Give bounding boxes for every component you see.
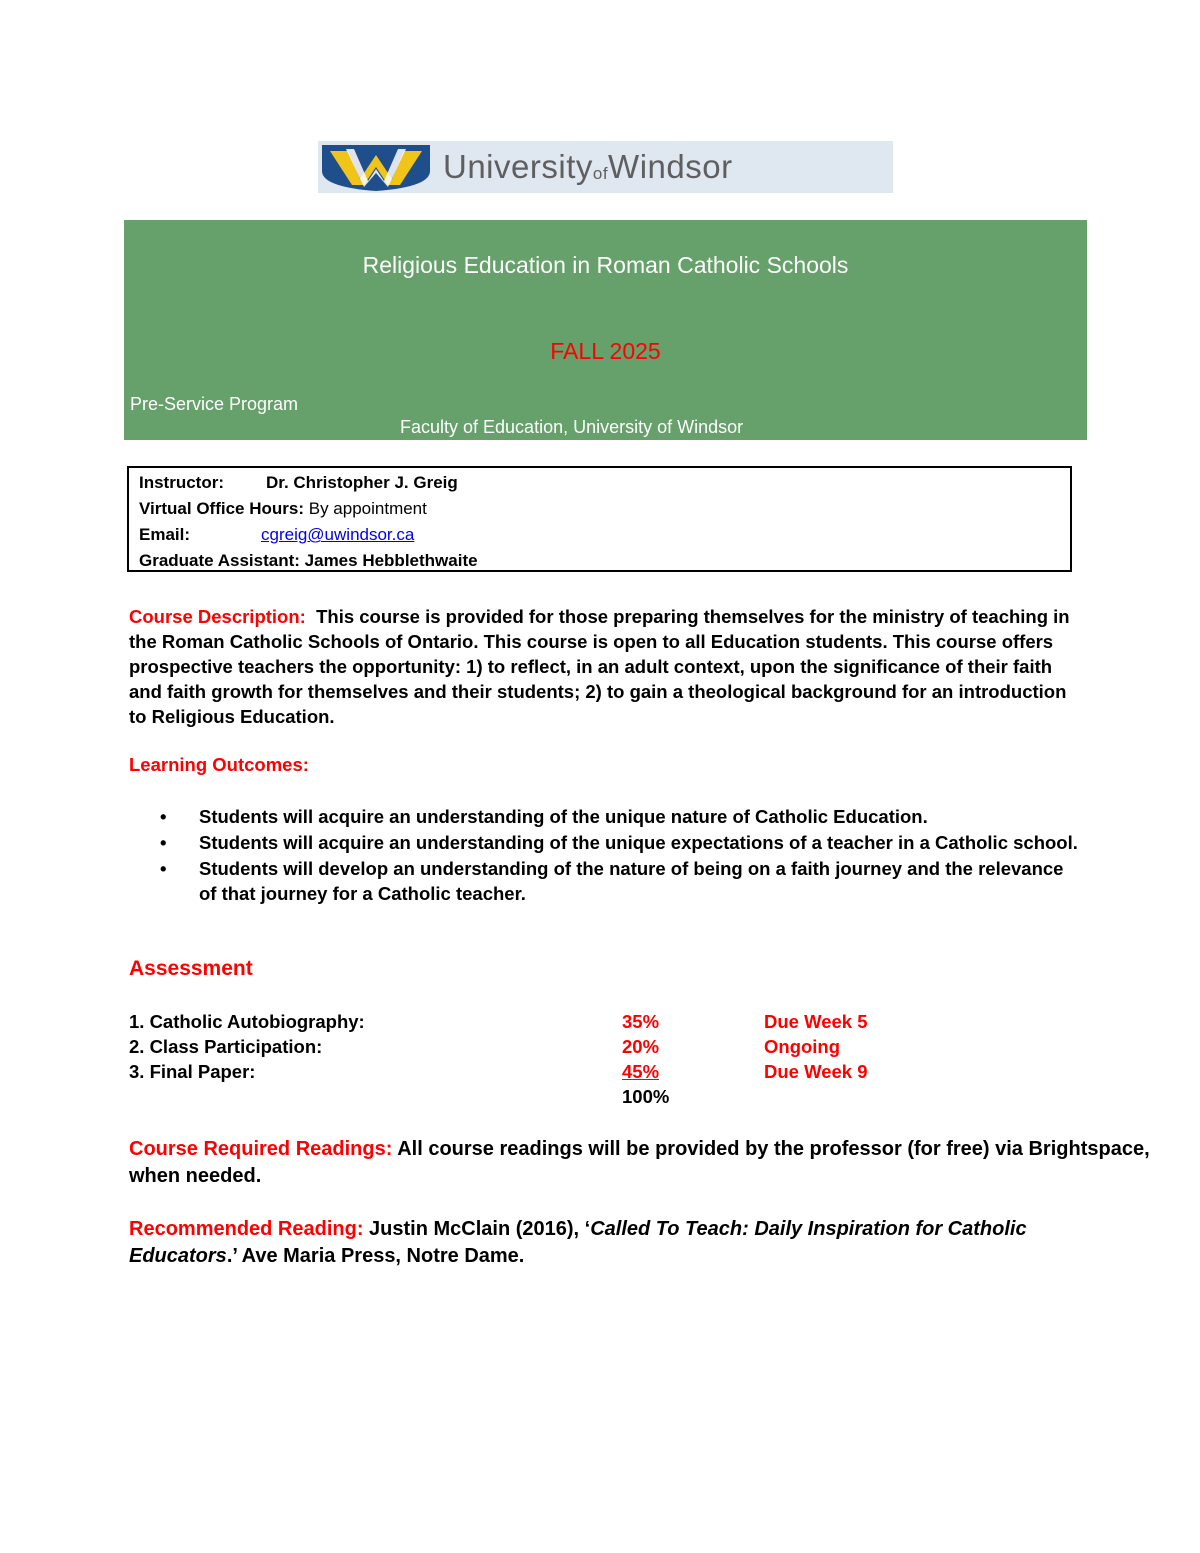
instructor-row: Instructor: Dr. Christopher J. Greig — [139, 473, 458, 492]
graduate-assistant-row: Graduate Assistant: James Hebblethwaite — [139, 551, 478, 570]
recommended-reading: Recommended Reading: Justin McClain (2016), ‘Called To Teach: Daily Inspiration for Catholic Educators.’ Ave Maria Press, Notre Dame. — [129, 1218, 1027, 1267]
required-readings-text: All course readings will be provided by the professor (for free) via Brightspace, when needed. — [129, 1138, 1150, 1187]
course-title: Religious Education in Roman Catholic Schools — [362, 252, 849, 278]
learning-outcomes-list — [160, 804, 1080, 907]
list-item: • Students will develop an understanding of the nature of being on a faith journey and the relevance of that journey for a Catholic teacher. — [160, 858, 1064, 904]
university-logo — [318, 141, 893, 193]
graduate-assistant-name: James Hebblethwaite — [304, 551, 478, 570]
office-hours-value: By appointment — [308, 499, 427, 518]
learning-outcomes-heading: Learning Outcomes: — [129, 754, 309, 775]
bullet-icon: • — [160, 806, 167, 827]
assessment-row: 1. Catholic Autobiography: 35% Due Week 5 — [129, 1011, 868, 1032]
course-description — [129, 604, 1079, 729]
recommended-reading-label: Recommended Reading: — [129, 1218, 364, 1240]
list-item: • Students will acquire an understanding of the unique expectations of a teacher in a Catholic school. — [160, 832, 1078, 853]
assessment-row: 3. Final Paper: 45% Due Week 9 — [129, 1061, 868, 1082]
course-header — [124, 220, 1087, 440]
book-title: Called To Teach: Daily Inspiration for Catholic Educators — [129, 1218, 1027, 1267]
assessment-row: 2. Class Participation: 20% Ongoing — [129, 1036, 841, 1057]
assessment-heading: Assessment — [129, 957, 253, 980]
term: FALL 2025 — [550, 338, 661, 364]
instructor-info-box — [127, 466, 1072, 572]
logo-wordmark: UniversityofWindsor — [443, 148, 733, 185]
bullet-icon: • — [160, 832, 167, 853]
faculty-name: Faculty of Education, University of Windsor — [400, 417, 744, 437]
bullet-icon: • — [160, 858, 167, 879]
email-link[interactable]: cgreig@uwindsor.ca — [261, 525, 415, 544]
email-row: Email: cgreig@uwindsor.ca — [139, 525, 415, 544]
program-name: Pre-Service Program — [130, 394, 299, 414]
office-hours-row: Virtual Office Hours: By appointment — [139, 499, 427, 518]
required-readings — [129, 1136, 1159, 1190]
shield-icon — [318, 141, 438, 193]
instructor-name: Dr. Christopher J. Greig — [266, 473, 458, 492]
course-description-label: Course Description: — [129, 606, 306, 627]
list-item: • Students will acquire an understanding of the unique nature of Catholic Education. — [160, 806, 928, 827]
course-description-text: This course is provided for those preparing themselves for the ministry of teaching in the Roman Catholic Schools of Ontario. This course is open to all Education students. This course offers prospective teachers the opportunity: 1) to reflect, in an adult context, upon the significance of their faith and faith growth for themselves and their students; 2) to gain a theological background for an introduction to Religious Education. — [129, 606, 1070, 727]
required-readings-label: Course Required Readings: — [129, 1138, 393, 1160]
